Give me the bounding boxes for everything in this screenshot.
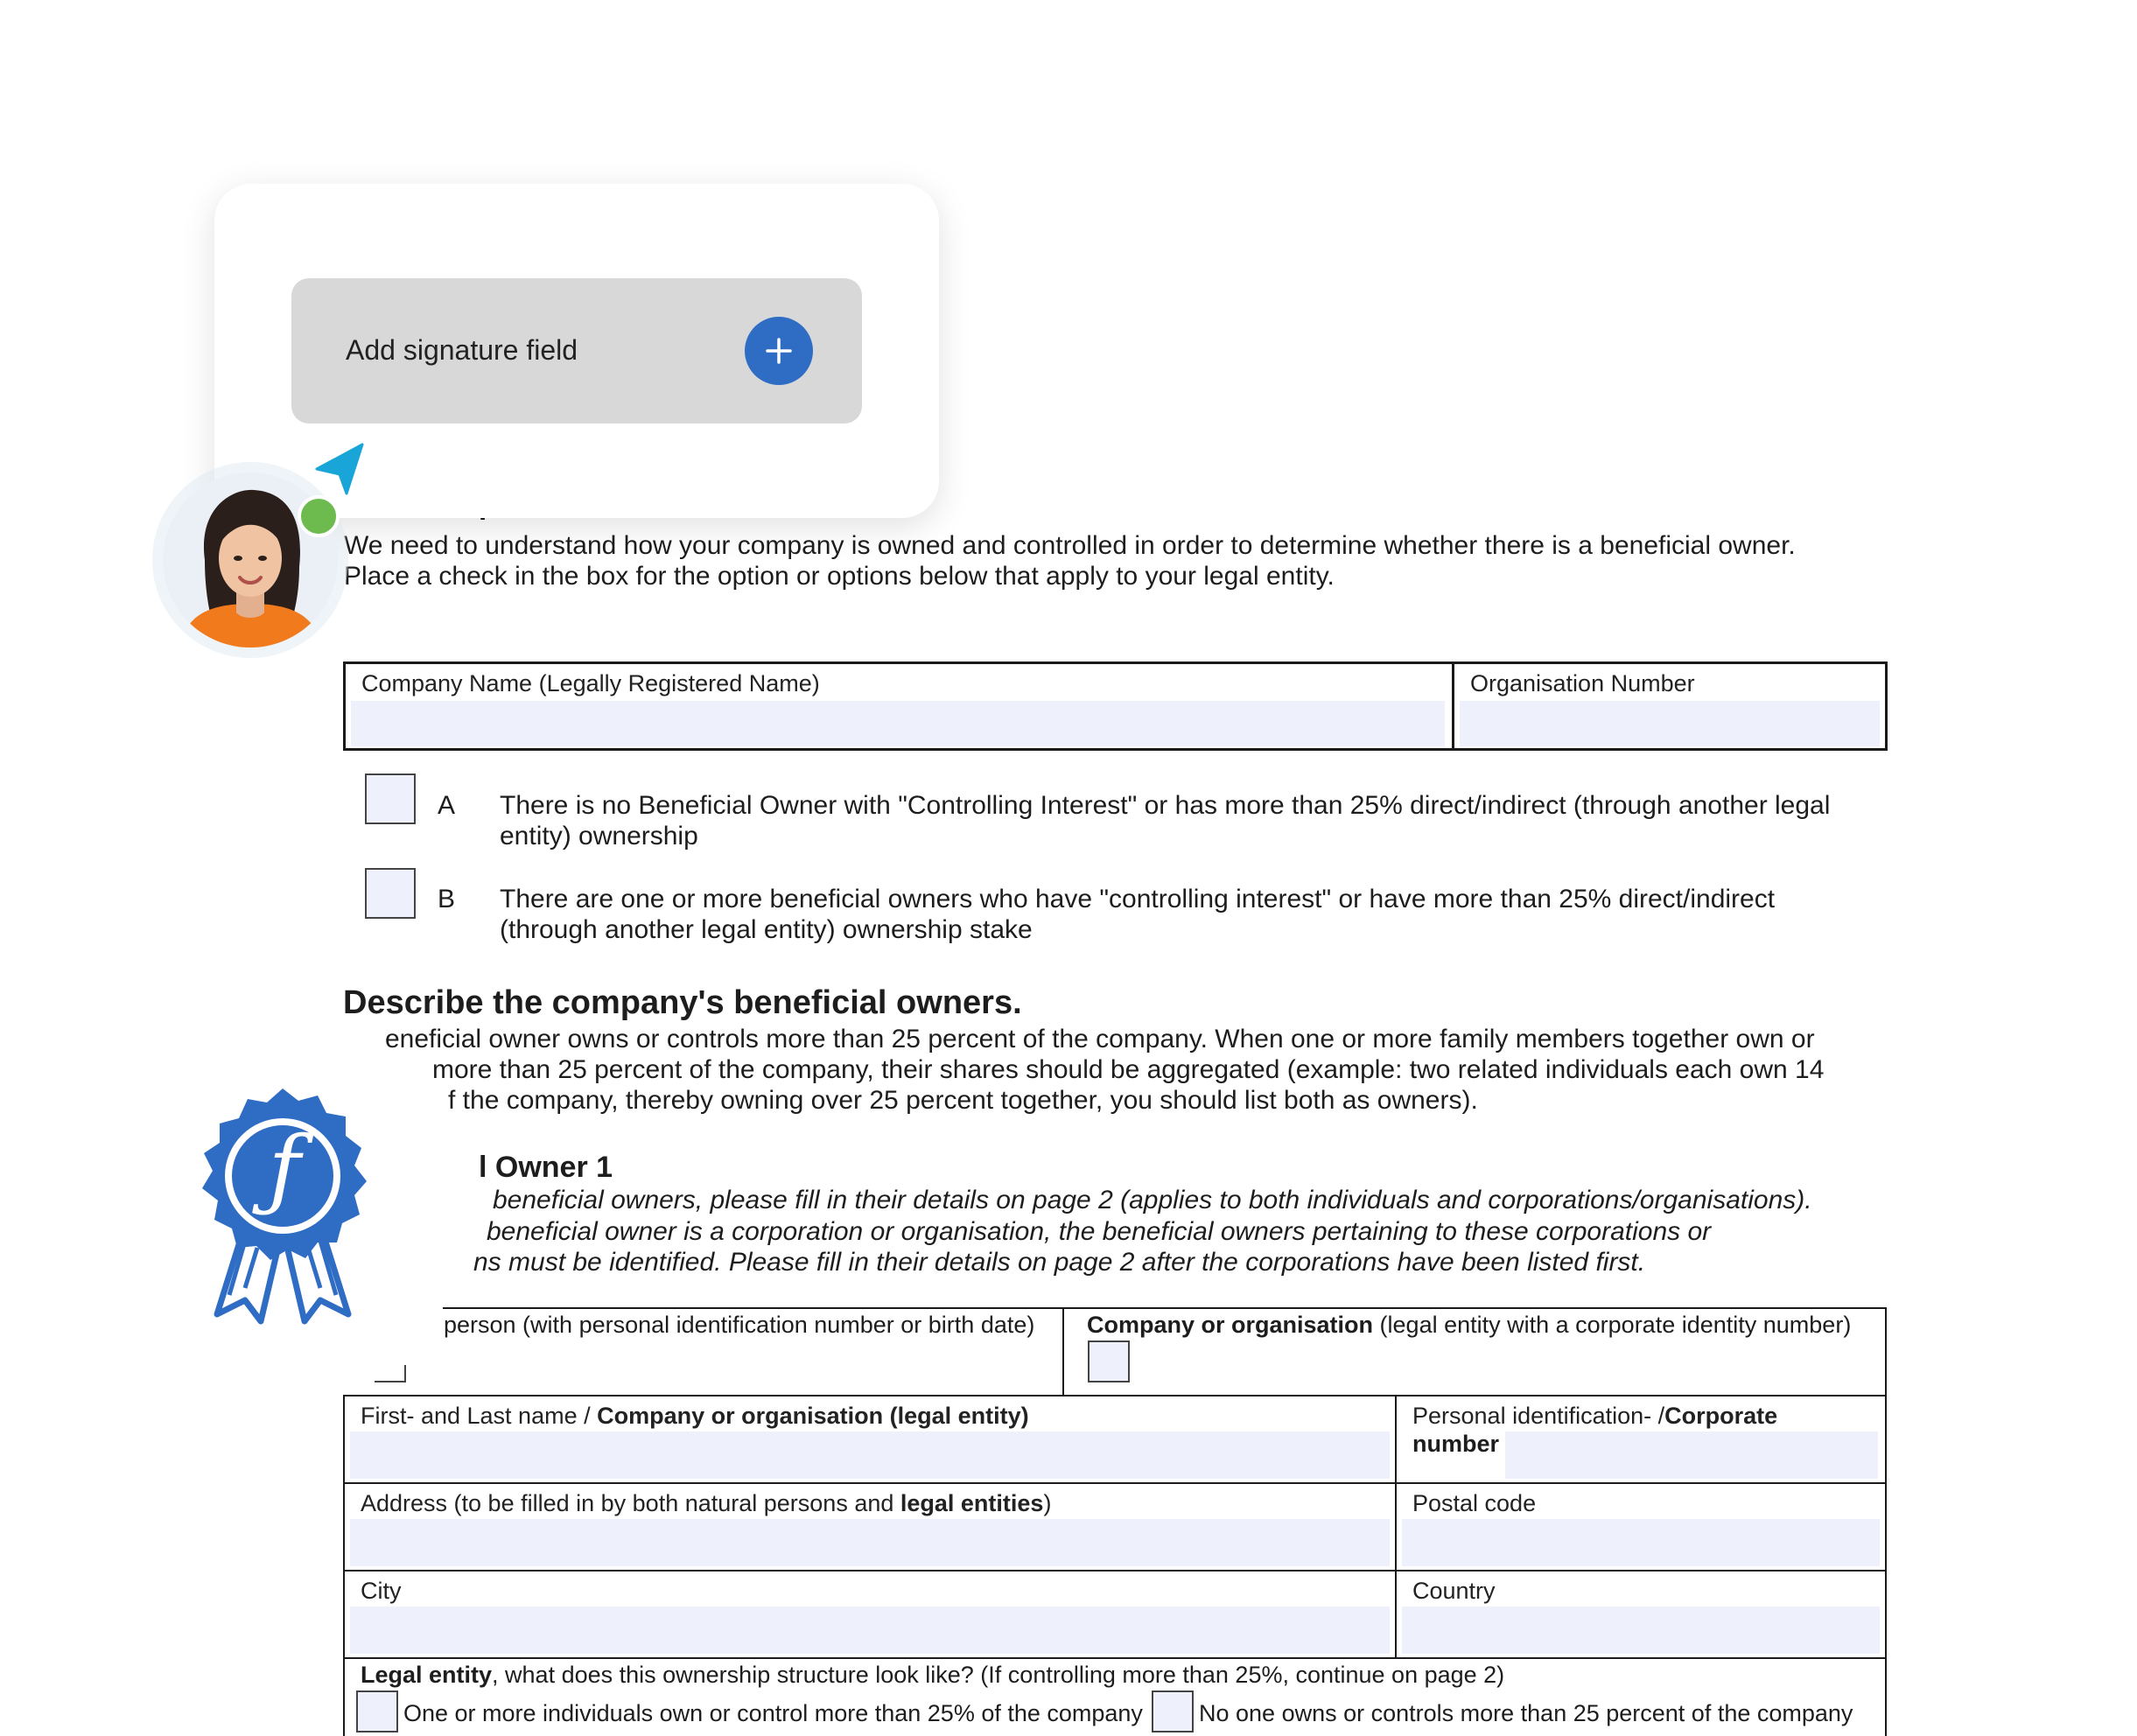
no-one-checkbox[interactable] <box>1152 1690 1194 1732</box>
personal-id-label <box>1412 1402 1777 1430</box>
address-cell <box>343 1482 1397 1572</box>
plus-icon <box>763 335 795 367</box>
intro-line-2: Place a check in the box for the option or options below that apply to your legal entity. <box>344 562 1335 591</box>
online-status-dot <box>298 495 340 537</box>
no-one-option-label: No one owns or controls more than 25 percent of the company <box>1199 1700 1853 1726</box>
describe-line-3: f the company, thereby owning over 25 percent together, you should list both as owners). <box>448 1086 1478 1115</box>
personal-id-plain: Personal identification- / <box>1412 1403 1665 1429</box>
legal-entity-label <box>361 1661 1504 1689</box>
company-type-rest: (legal entity with a corporate identity number) <box>1373 1312 1852 1338</box>
intro-line-1: We need to understand how your company is owned and controlled in order to determine whether there is a beneficial owner. <box>344 531 1796 560</box>
postal-code-input[interactable] <box>1402 1519 1880 1566</box>
describe-line-2: more than 25 percent of the company, their shares should be aggregated (example: two related individuals each own 14 <box>432 1055 1825 1084</box>
owner-line-1: beneficial owners, please fill in their details on page 2 (applies to both individuals and corporations/organisations). <box>493 1186 1812 1214</box>
postal-code-label: Postal code <box>1412 1490 1537 1516</box>
option-a-letter: A <box>438 791 456 820</box>
certified-rosette-icon <box>191 1085 375 1330</box>
personal-id-input[interactable] <box>1505 1432 1878 1479</box>
name-cell <box>343 1395 1397 1484</box>
describe-line-1: eneficial owner owns or controls more than 25 percent of the company. When one or more family members together own or <box>385 1025 1815 1054</box>
country-label: Country <box>1412 1578 1496 1604</box>
country-input[interactable] <box>1402 1606 1880 1654</box>
name-label <box>361 1402 1029 1430</box>
personal-id-cell <box>1395 1395 1887 1484</box>
add-signature-field-bar[interactable] <box>291 278 862 424</box>
legal-entity-rest: , what does this ownership structure look like? (If controlling more than 25%, continue on page 2) <box>492 1662 1505 1688</box>
postal-code-cell <box>1395 1482 1887 1572</box>
individuals-checkbox[interactable] <box>356 1690 398 1732</box>
option-b-text-2: (through another legal entity) ownership stake <box>500 915 1033 944</box>
person-checkbox-corner[interactable] <box>375 1365 406 1382</box>
owner-line-3: ns must be identified. Please fill in their details on page 2 after the corporations have been listed first. <box>473 1248 1646 1277</box>
add-signature-button[interactable] <box>745 317 813 385</box>
org-number-label: Organisation Number <box>1470 670 1695 696</box>
address-label-plain: Address (to be filled in by both natural persons and <box>361 1490 900 1516</box>
legal-entity-bold: Legal entity <box>361 1662 493 1688</box>
svg-text:ƒ: ƒ <box>268 1117 301 1220</box>
personal-id-label-2: number <box>1412 1431 1500 1457</box>
option-a-text-2: entity) ownership <box>500 822 698 850</box>
option-a-text-1: There is no Beneficial Owner with "Controlling Interest" or has more than 25% direct/indirect (through another legal <box>500 791 1831 820</box>
company-name-cell <box>343 662 1454 751</box>
person-type-divider <box>1062 1307 1064 1396</box>
owner-heading: l Owner 1 <box>479 1151 613 1184</box>
company-name-input[interactable] <box>351 701 1445 746</box>
name-label-bold: Company or organisation (legal entity) <box>597 1403 1029 1429</box>
name-label-plain: First- and Last name / <box>361 1403 598 1429</box>
add-signature-field-label: Add signature field <box>346 334 578 366</box>
company-name-label: Company Name (Legally Registered Name) <box>361 670 820 696</box>
person-type-label: person (with personal identification number or birth date) <box>444 1312 1035 1338</box>
individuals-option-label: One or more individuals own or control more than 25% of the company <box>403 1700 1143 1726</box>
describe-heading: Describe the company's beneficial owners. <box>343 984 1022 1021</box>
address-label-close: ) <box>1043 1490 1052 1516</box>
address-label <box>361 1489 1051 1517</box>
org-number-cell <box>1452 662 1888 751</box>
company-type-checkbox[interactable] <box>1088 1340 1130 1382</box>
personal-id-bold-1: Corporate <box>1664 1403 1778 1429</box>
address-label-bold: legal entities <box>900 1490 1044 1516</box>
org-number-input[interactable] <box>1460 701 1880 746</box>
country-cell <box>1395 1570 1887 1659</box>
option-b-checkbox[interactable] <box>365 868 416 919</box>
option-b-text-1: There are one or more beneficial owners who have "controlling interest" or have more than 25% direct/indirect <box>500 885 1776 914</box>
company-type-bold: Company or organisation <box>1087 1312 1374 1338</box>
option-b-letter: B <box>438 885 456 914</box>
address-input[interactable] <box>350 1519 1390 1566</box>
city-label: City <box>361 1578 402 1604</box>
company-type-label <box>1087 1311 1851 1339</box>
name-input[interactable] <box>350 1432 1390 1479</box>
city-input[interactable] <box>350 1606 1390 1654</box>
option-a-checkbox[interactable] <box>365 774 416 824</box>
city-cell <box>343 1570 1397 1659</box>
cursor-arrow-icon <box>312 441 368 497</box>
owner-line-2: beneficial owner is a corporation or organisation, the beneficial owners pertaining to these corporations or <box>487 1217 1712 1246</box>
